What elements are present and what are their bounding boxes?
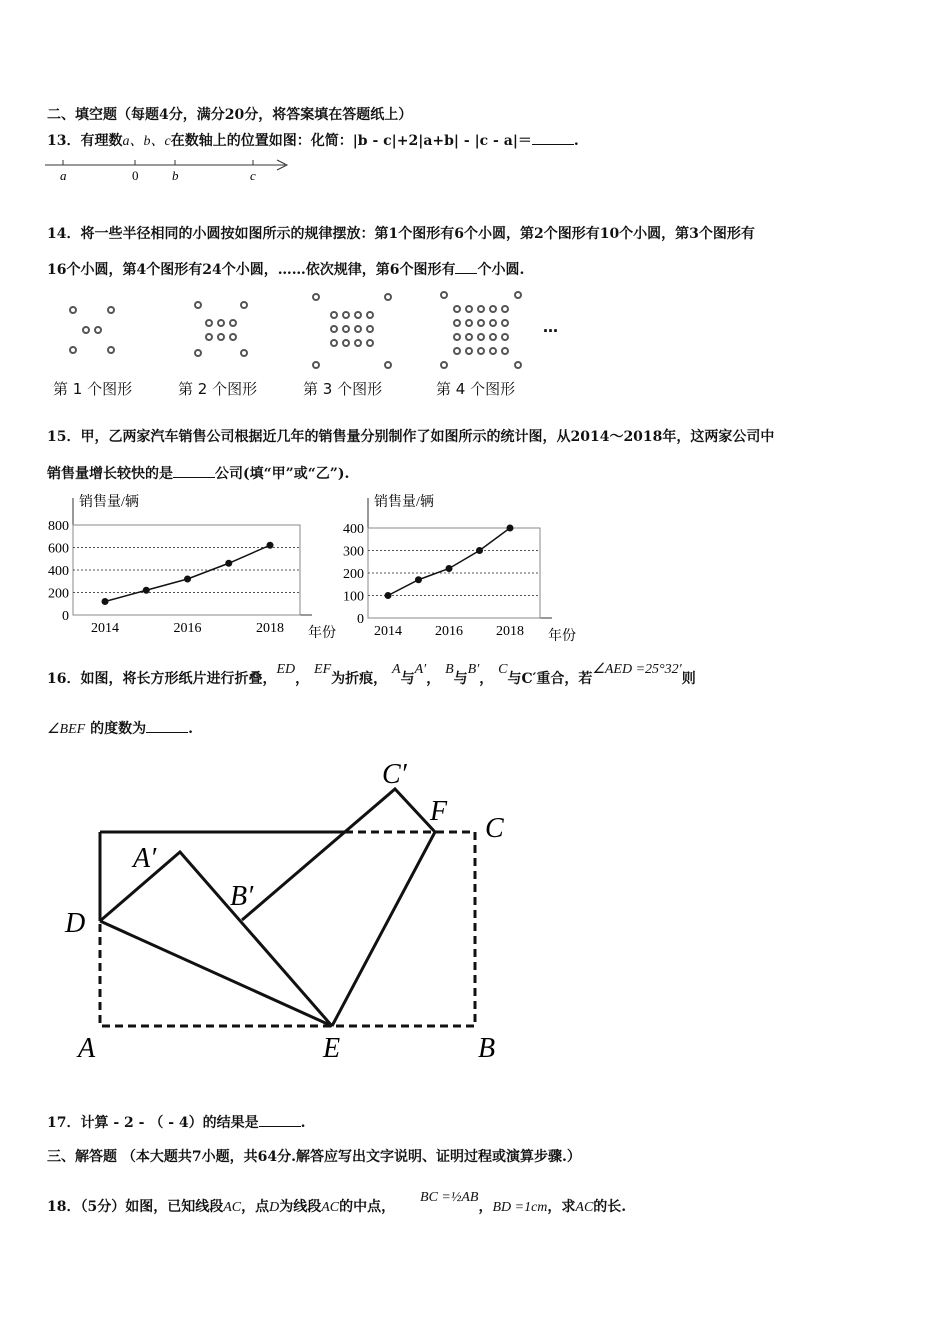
x-tick-label: 2014: [374, 624, 402, 639]
q18-text: 18．（5分）如图，已知线段: [47, 1199, 224, 1215]
small-circle: [490, 320, 496, 326]
small-circle: [331, 326, 337, 332]
small-circle: [502, 348, 508, 354]
small-circle: [367, 340, 373, 346]
q16-sep: ，: [479, 671, 494, 687]
y-tick-label: 300: [343, 544, 364, 560]
small-circle: [331, 340, 337, 346]
point-a: A: [392, 662, 401, 677]
figure-label-a-prime: A′: [133, 843, 157, 874]
series-line: [105, 545, 270, 601]
y-tick-label: 400: [48, 564, 69, 579]
ellipsis: …: [543, 318, 558, 336]
q16-sep: ，: [426, 671, 441, 687]
question-18: [47, 1190, 627, 1216]
small-circle: [343, 312, 349, 318]
x-tick-label: 2014: [91, 621, 119, 636]
q16-text5: 的度数为: [90, 721, 147, 737]
small-circle: [206, 334, 212, 340]
q18-sep: ，: [478, 1199, 493, 1215]
series-line: [388, 528, 510, 596]
small-circle: [355, 312, 361, 318]
small-circle: [478, 348, 484, 354]
angle-aed: ∠AED =25°32′: [592, 662, 682, 677]
data-point: [143, 587, 150, 594]
small-circle: [490, 348, 496, 354]
y-axis-label: 销售量/辆: [79, 495, 139, 510]
small-circle: [490, 334, 496, 340]
q18-text6: 的长.: [593, 1199, 627, 1215]
data-point: [446, 565, 453, 572]
small-circle: [502, 306, 508, 312]
small-circle: [441, 292, 447, 298]
y-axis-label: 销售量/辆: [374, 495, 434, 510]
q16-text3: 与C′重合，若: [507, 671, 593, 687]
data-point: [385, 592, 392, 599]
small-circle: [478, 320, 484, 326]
y-tick-label: 800: [48, 519, 69, 534]
y-tick-label: 400: [343, 522, 364, 537]
small-circle: [83, 327, 89, 333]
pattern-caption-3: 第 3 个图形: [303, 380, 383, 398]
q14-text: 16个小圆，第4个图形有24个小圆，……依次规律，第6个图形有: [47, 262, 456, 278]
label-0: 0: [132, 168, 139, 183]
pattern-caption-2: 第 2 个图形: [178, 380, 258, 398]
data-point: [507, 525, 514, 532]
small-circle: [367, 326, 373, 332]
q18-text2: ，点: [241, 1199, 270, 1215]
small-circle: [385, 362, 391, 368]
small-circle: [313, 294, 319, 300]
q16-with: 与: [453, 671, 468, 687]
small-circle: [466, 334, 472, 340]
answer-blank: [455, 273, 477, 274]
q17-text: 17．计算 - 2 - （ - 4）的结果是: [47, 1115, 259, 1131]
question-15-line2: [47, 463, 349, 483]
question-14-line2: [47, 259, 524, 279]
x-axis-label: 年份: [548, 629, 576, 644]
q16-text: 16．如图，将长方形纸片进行折叠，: [47, 671, 277, 687]
question-14-line1: 14．将一些半径相同的小圆按如图所示的规律摆放：第1个图形有6个小圆，第2个图形有10个小圆，第3个图形有: [47, 226, 755, 242]
small-circle: [515, 362, 521, 368]
small-circle: [454, 306, 460, 312]
small-circle: [355, 340, 361, 346]
question-16-line1: [47, 662, 696, 688]
y-tick-label: 200: [48, 586, 69, 602]
q13-text: 13．有理数: [47, 133, 123, 149]
small-circle: [343, 340, 349, 346]
small-circle: [241, 350, 247, 356]
point-b-prime: B′: [467, 662, 480, 677]
number-line: [45, 155, 305, 185]
pattern-caption-1: 第 1 个图形: [53, 380, 133, 398]
y-tick-label: 600: [48, 541, 69, 557]
q16-with: 与: [400, 671, 415, 687]
segment-ac: AC: [321, 1200, 340, 1215]
y-tick-label: 0: [62, 609, 69, 624]
data-point: [476, 547, 483, 554]
segment-ac: AC: [575, 1200, 594, 1215]
point-c: C: [498, 662, 508, 677]
q14-text2: 个小圆.: [477, 262, 525, 278]
small-circle: [331, 312, 337, 318]
small-circle: [355, 326, 361, 332]
bd-equation: BD =1cm: [492, 1200, 548, 1215]
small-circle: [490, 306, 496, 312]
x-tick-label: 2018: [496, 624, 524, 639]
q15-text2: 公司(填“甲”或“乙”).: [215, 466, 350, 482]
small-circle: [206, 320, 212, 326]
figure-label-a: A: [78, 1033, 96, 1064]
y-tick-label: 100: [343, 589, 364, 605]
small-circle: [502, 334, 508, 340]
q17-end: .: [300, 1115, 306, 1131]
question-17: [47, 1112, 306, 1132]
small-circle: [515, 292, 521, 298]
label-b: b: [172, 168, 179, 183]
small-circle: [70, 307, 76, 313]
small-circle: [218, 334, 224, 340]
q13-vars: a、b、c: [122, 134, 171, 149]
y-tick-label: 200: [343, 567, 364, 582]
small-circle: [108, 347, 114, 353]
small-circle: [478, 306, 484, 312]
small-circle: [454, 334, 460, 340]
q15-text: 销售量增长较快的是: [47, 466, 173, 482]
x-tick-label: 2018: [256, 621, 284, 636]
chart-company-yi: [335, 490, 576, 644]
small-circle: [241, 302, 247, 308]
small-circle: [195, 350, 201, 356]
answer-blank: [532, 144, 574, 145]
small-circle: [466, 320, 472, 326]
folding-figure: [60, 755, 530, 1065]
data-point: [267, 542, 274, 549]
small-circle: [195, 302, 201, 308]
small-circle: [478, 334, 484, 340]
small-circle: [230, 320, 236, 326]
crease-ef: EF: [314, 662, 332, 677]
figure-label-c: C: [485, 813, 504, 844]
segment-ac: AC: [223, 1200, 242, 1215]
small-circle: [230, 334, 236, 340]
circle-patterns: [0, 285, 600, 370]
point-d: D: [269, 1200, 280, 1215]
label-a: a: [60, 168, 67, 183]
q16-text2: 为折痕，: [331, 671, 388, 687]
answer-blank: [146, 732, 188, 733]
q16-text4: 则: [681, 671, 696, 687]
bc-equation: BC =½AB: [420, 1190, 479, 1205]
data-point: [184, 576, 191, 583]
figure-label-b: B: [478, 1033, 496, 1064]
small-circle: [313, 362, 319, 368]
crease-ed: ED: [276, 662, 296, 677]
figure-label-b-prime: B′: [230, 881, 254, 912]
small-circle: [367, 312, 373, 318]
point-b: B: [445, 662, 454, 677]
q18-text4: 的中点，: [339, 1199, 396, 1215]
small-circle: [454, 320, 460, 326]
small-circle: [441, 362, 447, 368]
small-circle: [95, 327, 101, 333]
small-circle: [502, 320, 508, 326]
small-circle: [454, 348, 460, 354]
section-2-heading: 二、填空题（每题4分，满分20分，将答案填在答题纸上）: [47, 107, 413, 123]
figure-label-f: F: [430, 796, 448, 827]
x-tick-label: 2016: [435, 624, 463, 639]
small-circle: [218, 320, 224, 326]
small-circle: [108, 307, 114, 313]
question-15-line1: 15．甲，乙两家汽车销售公司根据近几年的销售量分别制作了如图所示的统计图，从2014～2018年，这两家公司中: [47, 429, 775, 445]
q16-end: .: [188, 721, 193, 737]
figure-label-c-prime: C′: [382, 759, 407, 790]
label-c: c: [250, 168, 256, 183]
q18-text5: ，求: [547, 1199, 576, 1215]
small-circle: [70, 347, 76, 353]
q18-text3: 为线段: [279, 1199, 322, 1215]
q13-expr: |b - c|+2|a+b| - |c - a|＝: [352, 133, 532, 149]
q16-sep: ，: [295, 671, 310, 687]
section-3-heading: 三、解答题 （本大题共7小题，共64分.解答应写出文字说明、证明过程或演算步骤.）: [47, 1149, 581, 1165]
small-circle: [343, 326, 349, 332]
small-circle: [385, 294, 391, 300]
data-point: [415, 576, 422, 583]
question-13: [47, 130, 579, 150]
x-tick-label: 2016: [173, 621, 202, 636]
small-circle: [466, 306, 472, 312]
x-axis-label: 年份: [308, 626, 336, 641]
angle-bef: ∠BEF: [47, 722, 86, 737]
answer-blank: [173, 477, 215, 478]
point-a-prime: A′: [414, 662, 427, 677]
chart-company-jia: [40, 490, 336, 641]
q13-text2: 在数轴上的位置如图：化简：: [170, 133, 353, 149]
y-tick-label: 0: [357, 612, 364, 627]
figure-label-e: E: [323, 1033, 341, 1064]
q13-end: .: [573, 133, 579, 149]
answer-blank: [259, 1126, 301, 1127]
data-point: [102, 598, 109, 605]
question-16-line2: [47, 718, 193, 738]
pattern-caption-4: 第 4 个图形: [436, 380, 516, 398]
figure-label-d: D: [65, 908, 86, 939]
data-point: [225, 560, 232, 567]
small-circle: [466, 348, 472, 354]
